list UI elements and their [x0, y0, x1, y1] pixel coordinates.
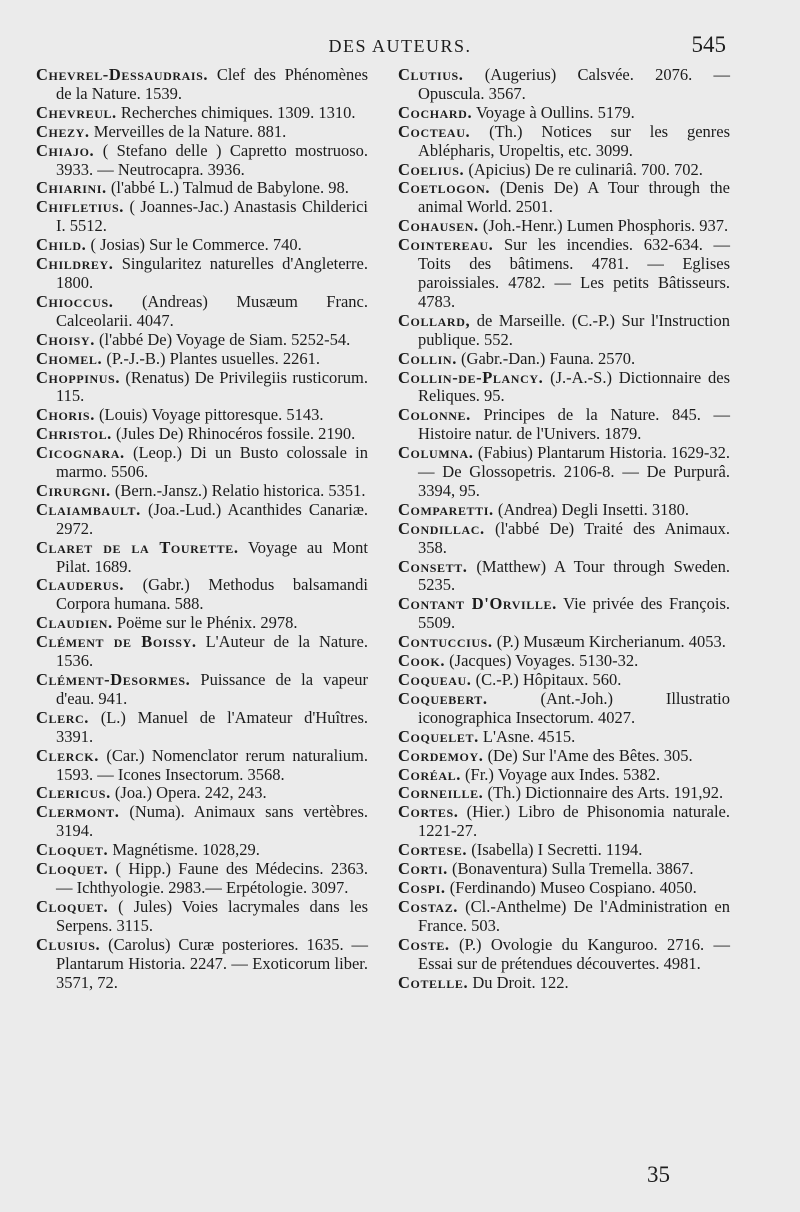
- entry-author: Cortese.: [398, 840, 468, 860]
- entry-text: (Jules De) Rhinocéros fossile. 2190.: [116, 424, 356, 444]
- entry-author: Coelius.: [398, 159, 465, 179]
- running-head: [0, 32, 800, 64]
- index-entry: [398, 728, 730, 747]
- index-entry: [36, 104, 368, 123]
- entry-author: Cirurgni.: [36, 480, 111, 500]
- entry-author: Chevrel-Dessaudrais.: [36, 65, 209, 84]
- entry-author: Chezy.: [36, 121, 90, 141]
- entry-text: (Cl.-Anthelme) De l'Administration en France. 503.: [418, 896, 731, 935]
- entry-text: (Matthew) A Tour through Sweden. 5235.: [418, 556, 730, 595]
- index-entry: [398, 766, 730, 785]
- entry-text: (Fabius) Plantarum Historia. 1629-32. — De Glossopetris. 2106-8. — De Purpurâ. 3394, 95.: [418, 443, 731, 500]
- index-entry: [36, 198, 368, 236]
- entry-author: Clément-Desormes.: [36, 670, 191, 689]
- entry-text: L'Asne. 4515.: [482, 726, 576, 746]
- index-entry: [398, 179, 730, 217]
- entry-text: (Carolus) Curæ posteriores. 1635. — Plantarum Historia. 2247. — Exoticorum liber. 3571, 72.: [56, 934, 368, 992]
- index-entry: [36, 936, 368, 993]
- entry-text: Sur les incendies. 632-634. — Toits des bâtimens. 4781. — Eglises paroissiales. 4782. — Les petits Bâtisseurs. 4783.: [418, 235, 730, 311]
- entry-text: (Ferdinando) Museo Cospiano. 4050.: [449, 877, 697, 897]
- entry-author: Choppinus.: [36, 367, 121, 387]
- index-entry: [36, 179, 368, 198]
- entry-text: Voyage au Mont Pilat. 1689.: [56, 537, 368, 576]
- entry-author: Coetlogon.: [398, 178, 491, 198]
- index-entry: [36, 369, 368, 407]
- index-entry: [398, 879, 730, 898]
- entry-author: Cloquet.: [36, 859, 109, 879]
- entry-text: (l'abbé De) Voyage de Siam. 5252-54.: [99, 329, 351, 349]
- index-entry: [398, 161, 730, 180]
- entry-author: Clermont.: [36, 802, 120, 822]
- entry-text: (J.-A.-S.) Dictionnaire des Reliques. 95.: [418, 367, 730, 406]
- index-entry: [398, 558, 730, 596]
- entry-text: (Bonaventura) Sulla Tremella. 3867.: [452, 859, 694, 879]
- index-entry: [36, 898, 368, 936]
- entry-author: Coquelet.: [398, 726, 479, 746]
- entry-author: Clerck.: [36, 745, 99, 765]
- entry-author: Child.: [36, 235, 87, 255]
- entry-author: Collin.: [398, 348, 457, 368]
- index-entry: [398, 803, 730, 841]
- entry-author: Cointereau.: [398, 235, 494, 255]
- index-entry: [36, 671, 368, 709]
- entry-author: Cloquet.: [36, 896, 109, 916]
- entry-text: Vie privée des François. 5509.: [418, 594, 731, 633]
- entry-text: (Augerius) Calsvée. 2076. — Opuscula. 3567.: [418, 65, 730, 103]
- entry-text: (P.) Ovologie du Kanguroo. 2716. — Essai sur de prétendues découvertes. 4981.: [418, 934, 730, 973]
- entry-author: Chomel.: [36, 348, 103, 368]
- entry-author: Choris.: [36, 405, 95, 425]
- entry-author: Clerc.: [36, 707, 89, 727]
- entry-text: (l'abbé De) Traité des Animaux. 358.: [418, 518, 731, 557]
- index-entry: [398, 898, 730, 936]
- index-entry: [398, 671, 730, 690]
- entry-author: Clusius.: [36, 934, 101, 954]
- index-entry: [398, 860, 730, 879]
- index-entry: [398, 652, 730, 671]
- index-entry: [398, 747, 730, 766]
- index-entry: [398, 123, 730, 161]
- entry-text: (Th.) Dictionnaire des Arts. 191,92.: [487, 783, 724, 803]
- entry-text: (Andrea) Degli Insetti. 3180.: [497, 499, 689, 519]
- entry-author: Clauderus.: [36, 575, 125, 595]
- entry-text: (Leop.) Di un Busto colossale in marmo. 5506.: [56, 443, 369, 482]
- entry-text: (Bern.-Jansz.) Relatio historica. 5351.: [114, 480, 366, 500]
- entry-text: Du Droit. 122.: [472, 972, 569, 992]
- index-entry: [36, 425, 368, 444]
- entry-text: ( Josias) Sur le Commerce. 740.: [90, 235, 302, 255]
- entry-author: Collard,: [398, 310, 471, 330]
- page-title: DES AUTEURS.: [328, 36, 472, 56]
- index-entry: [36, 482, 368, 501]
- index-entry: [398, 501, 730, 520]
- entry-text: (C.-P.) Hôpitaux. 560.: [475, 670, 622, 689]
- index-entry: [398, 690, 730, 728]
- left-column: [36, 66, 368, 992]
- entry-author: Cohausen.: [398, 216, 479, 236]
- index-entry: [36, 803, 368, 841]
- entry-author: Claret de la Tourette.: [36, 537, 239, 557]
- entry-text: (Joh.-Henr.) Lumen Phosphoris. 937.: [482, 216, 729, 236]
- entry-author: Claudien.: [36, 613, 113, 633]
- entry-text: (P.-J.-B.) Plantes usuelles. 2261.: [106, 348, 320, 368]
- entry-author: Collin-de-Plancy.: [398, 367, 544, 387]
- entry-author: Comparetti.: [398, 499, 494, 519]
- entry-text: ( Stefano delle ) Capretto mostruoso. 3933. — Neutrocapra. 3936.: [56, 140, 369, 179]
- entry-text: (L.) Manuel de l'Amateur d'Huîtres. 3391.: [56, 707, 369, 746]
- entry-text: (Joa.-Lud.) Acanthides Canariæ. 2972.: [56, 499, 369, 538]
- index-entry: [398, 841, 730, 860]
- entry-text: Merveilles de la Nature. 881.: [93, 121, 287, 141]
- entry-author: Corneille.: [398, 783, 484, 803]
- index-entry: [36, 539, 368, 577]
- entry-author: Contant D'Orville.: [398, 594, 557, 614]
- index-entry: [36, 66, 368, 104]
- entry-author: Chevreul.: [36, 102, 117, 122]
- entry-text: (Ant.-Joh.) Illustratio iconographica Insectorum. 4027.: [418, 688, 731, 727]
- entry-text: (l'abbé L.) Talmud de Babylone. 98.: [110, 178, 349, 198]
- index-entry: [36, 709, 368, 747]
- entry-author: Corti.: [398, 859, 448, 879]
- index-entry: [398, 595, 730, 633]
- index-entry: [36, 576, 368, 614]
- index-entry: [398, 236, 730, 312]
- entry-author: Coquebert.: [398, 688, 488, 708]
- right-column: [398, 66, 730, 992]
- signature-mark: 35: [647, 1162, 670, 1187]
- index-entry: [36, 123, 368, 142]
- entry-author: Coqueau.: [398, 670, 472, 689]
- index-entry: [398, 633, 730, 652]
- index-entry: [36, 331, 368, 350]
- page-number: 545: [691, 32, 726, 57]
- entry-text: (P.) Musæum Kircherianum. 4053.: [496, 632, 726, 652]
- index-entry: [36, 142, 368, 180]
- entry-author: Cloquet.: [36, 840, 109, 860]
- entry-text: (Apicius) De re culinariâ. 700. 702.: [468, 159, 703, 179]
- entry-text: (Louis) Voyage pittoresque. 5143.: [99, 405, 324, 425]
- entry-author: Clutius.: [398, 65, 464, 84]
- entry-author: Cotelle.: [398, 972, 469, 992]
- entry-text: (Hier.) Libro de Phisonomia naturale. 1221-27.: [418, 802, 730, 841]
- index-entry: [398, 974, 730, 993]
- entry-author: Chifletius.: [36, 197, 124, 217]
- entry-author: Claiambault.: [36, 499, 141, 519]
- entry-text: Clef des Phénomènes de la Nature. 1539.: [56, 65, 369, 103]
- entry-author: Coste.: [398, 934, 450, 954]
- entry-text: Principes de la Nature. 845. —Histoire natur. de l'Univers. 1879.: [418, 405, 731, 444]
- entry-author: Condillac.: [398, 518, 485, 538]
- entry-author: Chiajo.: [36, 140, 95, 160]
- index-entry: [398, 406, 730, 444]
- entry-text: (Numa). Animaux sans vertèbres. 3194.: [56, 802, 368, 841]
- entry-author: Cook.: [398, 651, 446, 671]
- index-entry: [398, 936, 730, 974]
- entry-text: Recherches chimiques. 1309. 1310.: [120, 102, 356, 122]
- entry-author: Coréal.: [398, 764, 461, 784]
- entry-author: Cordemoy.: [398, 745, 484, 765]
- entry-text: (Car.) Nomenclator rerum naturalium. 1593. — Icones Insectorum. 3568.: [56, 745, 368, 784]
- index-entry: [36, 841, 368, 860]
- entry-author: Christol.: [36, 424, 112, 444]
- index-entry: [36, 350, 368, 369]
- entry-author: Clément de Boissy.: [36, 632, 197, 652]
- entry-text: (Gabr.-Dan.) Fauna. 2570.: [461, 348, 636, 368]
- entry-text: (Renatus) De Privilegiis rusticorum. 115.: [56, 367, 368, 406]
- index-entry: [398, 369, 730, 407]
- entry-text: (Joa.) Opera. 242, 243.: [114, 783, 267, 803]
- entry-text: (Denis De) A Tour through the animal World. 2501.: [418, 178, 731, 217]
- entry-author: Cochard.: [398, 102, 473, 122]
- index-entry: [398, 66, 730, 104]
- entry-author: Clericus.: [36, 783, 111, 803]
- entry-text: Magnétisme. 1028,29.: [112, 840, 260, 860]
- index-entry: [398, 350, 730, 369]
- entry-text: L'Auteur de la Nature. 1536.: [56, 632, 369, 671]
- index-entry: [36, 293, 368, 331]
- entry-text: (Fr.) Voyage aux Indes. 5382.: [465, 764, 661, 784]
- entry-text: (Jacques) Voyages. 5130-32.: [449, 651, 639, 671]
- index-entry: [36, 633, 368, 671]
- index-entry: [36, 501, 368, 539]
- entry-text: Singularitez naturelles d'Angleterre. 1800.: [56, 254, 368, 292]
- entry-text: ( Hipp.) Faune des Médecins. 2363. — Ichthyologie. 2983.— Erpétologie. 3097.: [56, 859, 368, 897]
- entry-author: Choisy.: [36, 329, 95, 349]
- entry-author: Cocteau.: [398, 121, 471, 141]
- entry-text: (Th.) Notices sur les genres Ablépharis, Uropeltis, etc. 3099.: [418, 121, 731, 160]
- index-entry: [36, 444, 368, 482]
- entry-author: Cortes.: [398, 802, 459, 822]
- entry-author: Consett.: [398, 556, 468, 576]
- index-entry: [36, 784, 368, 803]
- entry-text: Poëme sur le Phénix. 2978.: [116, 613, 298, 633]
- index-entry: [398, 784, 730, 803]
- index-entry: [36, 406, 368, 425]
- index-entry: [36, 236, 368, 255]
- entry-text: de Marseille. (C.-P.) Sur l'Instruction publique. 552.: [418, 310, 731, 349]
- entry-author: Childrey.: [36, 254, 114, 274]
- entry-author: Colonne.: [398, 405, 471, 425]
- entry-text: (Isabella) I Secretti. 1194.: [471, 840, 643, 860]
- index-entry: [36, 255, 368, 293]
- entry-author: Contuccius.: [398, 632, 493, 652]
- entry-text: ( Jules) Voies lacrymales dans les Serpens. 3115.: [56, 896, 368, 935]
- entry-author: Chioccus.: [36, 291, 114, 311]
- entry-author: Costaz.: [398, 896, 459, 916]
- entry-text: Puissance de la vapeur d'eau. 941.: [56, 670, 369, 708]
- index-entry: [398, 444, 730, 501]
- entry-text: (Andreas) Musæum Franc. Calceolarii. 4047.: [56, 291, 368, 330]
- index-entry: [398, 104, 730, 123]
- entry-author: Cospi.: [398, 877, 446, 897]
- index-entry: [36, 747, 368, 785]
- entry-text: (Gabr.) Methodus balsamandi Corpora humana. 588.: [56, 575, 368, 614]
- entry-text: Voyage à Oullins. 5179.: [476, 102, 635, 122]
- entry-text: ( Joannes-Jac.) Anastasis Childerici I. 5512.: [56, 197, 369, 236]
- index-entry: [36, 860, 368, 898]
- index-entry: [398, 312, 730, 350]
- entry-text: (De) Sur l'Ame des Bêtes. 305.: [487, 745, 693, 765]
- entry-author: Columna.: [398, 443, 474, 463]
- entry-author: Cicognara.: [36, 443, 125, 463]
- index-entry: [398, 217, 730, 236]
- entry-author: Chiarini.: [36, 178, 107, 198]
- index-entry: [36, 614, 368, 633]
- index-entry: [398, 520, 730, 558]
